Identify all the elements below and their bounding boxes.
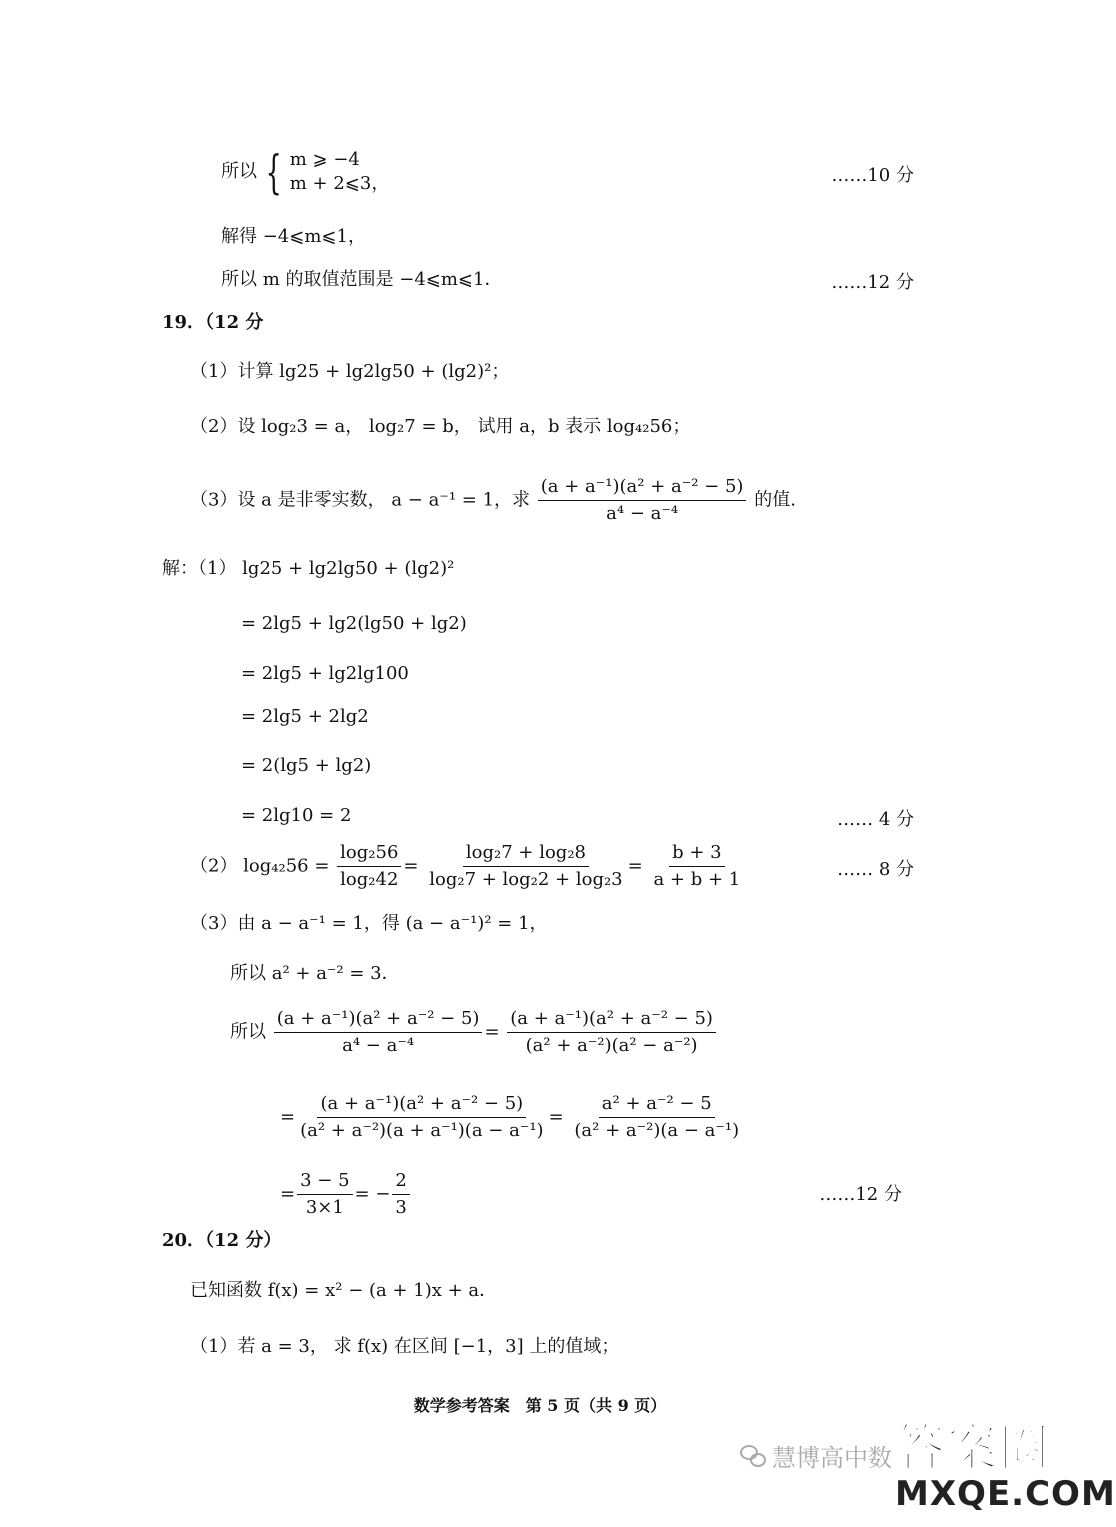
fraction-numerator: log₂7 + log₂8 [463, 842, 589, 867]
range-line: 所以 m 的取值范围是 −4⩽m⩽1． [221, 269, 503, 290]
watermark-text: 慧博高中数 [772, 1444, 892, 1472]
watermark [740, 1438, 892, 1473]
fraction-denominator: a + b + 1 [653, 869, 741, 890]
sol1-head: 解：（1） lg25 + lg2lg50 + (lg2)² [162, 558, 455, 579]
fraction-denominator: 3 [395, 1197, 407, 1218]
fraction-numerator: (a + a⁻¹)(a² + a⁻² − 5) [317, 1093, 526, 1118]
cond-prefix: 所以 [221, 161, 257, 182]
cond-end: ， [371, 173, 390, 194]
page-footer: 数学参考答案 第 5 页（共 9 页） [413, 1396, 667, 1415]
sol3-line4: = $\frac{\text{(a + a⁻¹)(a² + a⁻² − 5)}}{\text{(a² + a⁻²)(a + a⁻¹)(a − a⁻¹)}}$ = $\frac{\text{a² + a⁻² − 5}}{\text{(a² + a⁻²)(a − a⁻¹)}}$ [280, 1093, 744, 1142]
sol2-fraction-1 [337, 842, 401, 891]
q19-part3 [190, 476, 796, 525]
inequality-system [290, 148, 390, 196]
system-condition [221, 145, 390, 199]
sol3-line3: 所以 $\frac{\text{(a + a⁻¹)(a² + a⁻² − 5)}}{\text{a⁴ − a⁻⁴}}$ = $\frac{\text{(a + a⁻¹)(a² + a⁻² − 5)}}{\text{(a² + a⁻²)(a² − a⁻²)}}$ [230, 1008, 718, 1057]
cond-line-1: m ⩾ −4 [289, 149, 360, 170]
fraction-denominator: (a² + a⁻²)(a − a⁻¹) [574, 1120, 740, 1141]
sol3-line2: 所以 a² + a⁻² = 3． [230, 963, 400, 984]
fraction-denominator: log₂7 + log₂2 + log₂3 [429, 869, 623, 890]
q19-part2: （2）设 log₂3 = a， log₂7 = b， 试用 a，b 表示 log₄₂56； [190, 416, 691, 437]
sol1-line5: = 2lg10 = 2 [241, 805, 352, 826]
score-8: …… 8 分 [837, 859, 914, 880]
fraction-numerator: a² + a⁻² − 5 [599, 1093, 715, 1118]
solve-line: 解得 −4⩽m⩽1， [221, 226, 366, 247]
sol3-fraction-1 [274, 1008, 483, 1057]
fraction-denominator: a⁴ − a⁻⁴ [342, 1035, 415, 1056]
sol1-line2: = 2lg5 + lg2lg100 [241, 663, 409, 684]
sol3-line5: = $\frac{3 - 5}{3\times 1}$ = − $\frac{2}{3}$ [280, 1170, 412, 1219]
fraction-denominator: (a² + a⁻²)(a² − a⁻²) [525, 1035, 698, 1056]
q19-header: 19．（12 分 [162, 312, 264, 333]
sol1-line3: = 2lg5 + 2lg2 [241, 706, 369, 727]
sol1-line4: = 2(lg5 + lg2) [241, 755, 372, 776]
fraction-numerator: 2 [392, 1170, 409, 1195]
fraction-numerator: log₂56 [337, 842, 401, 867]
sol2-fraction-2 [426, 842, 625, 891]
score-12-a: ……12 分 [831, 272, 914, 293]
score-10: ……10 分 [831, 165, 914, 186]
q19-part3-prefix: （3）设 a 是非零实数， a − a⁻¹ = 1，求 [190, 489, 531, 511]
sol3-fraction-4 [571, 1093, 742, 1142]
fraction-denominator: log₂42 [340, 869, 399, 890]
sol3-fraction-2 [507, 1008, 716, 1057]
fraction-numerator: (a + a⁻¹)(a² + a⁻² − 5) [274, 1008, 483, 1033]
logo-top-text: 答案圈 [895, 1419, 1051, 1477]
q20-stem: 已知函数 f(x) = x² − (a + 1)x + a． [190, 1280, 498, 1301]
sol3-fraction-3 [297, 1093, 546, 1142]
logo-bottom-text: MXQE.COM [895, 1474, 1116, 1514]
fraction-denominator: a⁴ − a⁻⁴ [606, 503, 679, 524]
fraction-denominator: (a² + a⁻²)(a + a⁻¹)(a − a⁻¹) [300, 1120, 544, 1141]
sol1-line1: = 2lg5 + lg2(lg50 + lg2) [241, 613, 467, 634]
fraction-numerator: b + 3 [669, 842, 725, 867]
left-brace: { [265, 145, 282, 199]
fraction-numerator: (a + a⁻¹)(a² + a⁻² − 5) [507, 1008, 716, 1033]
sol2-prefix: （2） log₄₂56 = [190, 855, 330, 877]
sol2-line: （2） log₄₂56 = $\frac{\text{log₂56}}{\text{log₂42}}$ = $\frac{\text{log₂7 + log₂8}}{\text{log₂7 + log₂2 + log₂3}}$ = $\frac{b + 3}{a + b + 1}$ [190, 842, 745, 891]
wechat-icon [740, 1445, 766, 1467]
score-12-b: ……12 分 [819, 1184, 902, 1205]
sol3-fraction-5 [297, 1170, 352, 1219]
q19-part3-suffix: 的值. [754, 489, 796, 511]
sol3-fraction-6 [392, 1170, 409, 1219]
sol3-line1: （3）由 a − a⁻¹ = 1，得 (a − a⁻¹)² = 1， [190, 913, 548, 934]
q20-header: 20．（12 分） [162, 1230, 282, 1251]
fraction-denominator: 3×1 [305, 1197, 344, 1218]
score-4: …… 4 分 [837, 809, 914, 830]
q20-part1: （1）若 a = 3， 求 f(x) 在区间 [−1，3] 上的值域； [190, 1336, 620, 1357]
q19-part1: （1）计算 lg25 + lg2lg50 + (lg2)²； [190, 361, 510, 382]
sol3-prefix: 所以 [230, 1021, 266, 1043]
site-logo [895, 1408, 1116, 1520]
cond-line-2: m + 2⩽3 [289, 173, 372, 194]
fraction-numerator: 3 − 5 [297, 1170, 352, 1195]
fraction-numerator: (a + a⁻¹)(a² + a⁻² − 5) [538, 476, 747, 501]
q19-part3-fraction [538, 476, 747, 525]
sol2-fraction-3 [650, 842, 743, 891]
